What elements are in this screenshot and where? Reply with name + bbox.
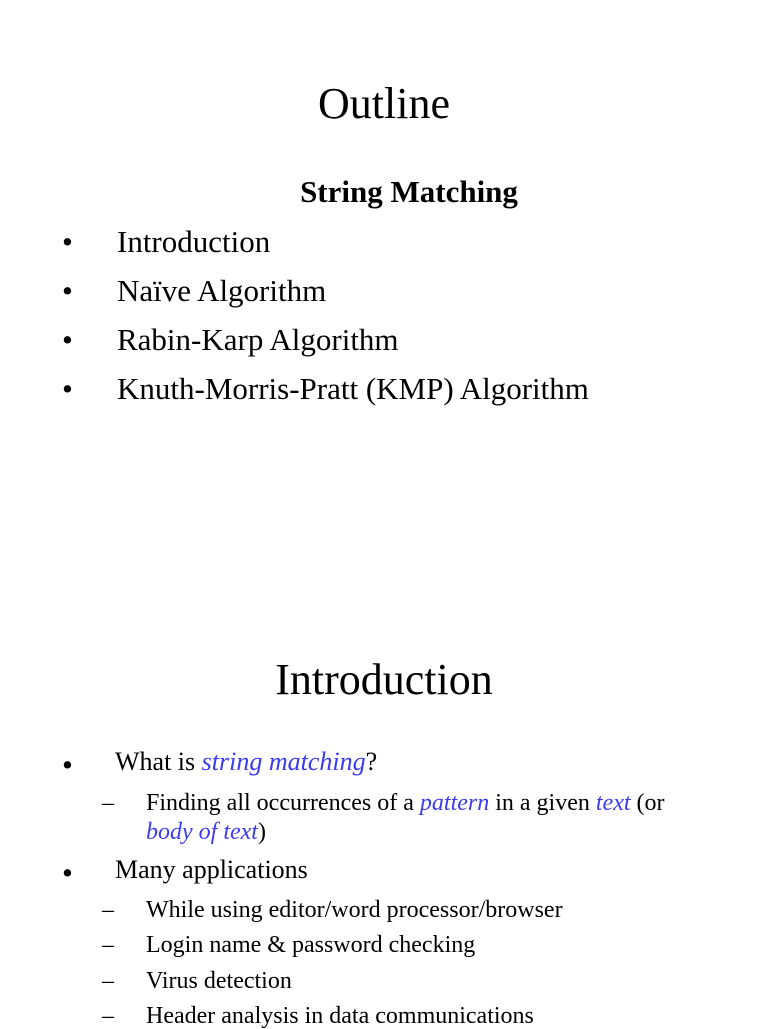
apps-label: Many applications <box>115 855 308 884</box>
def-pattern: pattern <box>419 790 490 816</box>
item-label: Naïve Algorithm <box>117 273 327 308</box>
bullet-icon: • <box>62 371 73 406</box>
item-label: Introduction <box>117 224 271 259</box>
bullet-icon: • <box>62 322 73 357</box>
app-label: Header analysis in data communications <box>146 1003 534 1029</box>
dash-icon: – <box>102 968 114 994</box>
dash-icon: – <box>102 790 114 816</box>
question-highlight: string matching <box>201 747 366 776</box>
definition-text <box>146 790 665 816</box>
app-label: While using editor/word processor/browser <box>146 897 563 923</box>
item-label: Knuth-Morris-Pratt (KMP) Algorithm <box>117 371 589 406</box>
slide2-title: Introduction <box>275 655 493 704</box>
item-label: Rabin-Karp Algorithm <box>117 322 399 357</box>
bullet-icon: • <box>62 224 73 259</box>
dash-icon: – <box>102 897 114 923</box>
app-label: Virus detection <box>146 968 292 994</box>
question-prefix: What is <box>115 747 202 776</box>
def-part: in a given <box>489 790 596 816</box>
slide1-subtitle: String Matching <box>300 174 518 209</box>
dash-icon: – <box>102 932 114 958</box>
def-part: (or <box>630 790 665 816</box>
slide1-title: Outline <box>318 79 450 128</box>
app-label: Login name & password checking <box>146 932 476 958</box>
dash-icon: – <box>102 1003 114 1029</box>
question-text <box>115 748 377 777</box>
question-suffix: ? <box>365 747 378 776</box>
slide2-definition-line2 <box>146 819 266 845</box>
bullet-icon: • <box>62 855 73 890</box>
def-part: ) <box>257 819 266 845</box>
def-part: Finding all occurrences of a <box>146 790 420 816</box>
def-body-of-text: body of text <box>146 819 258 845</box>
bullet-icon: • <box>62 273 73 308</box>
bullet-icon: • <box>62 747 73 782</box>
def-text: text <box>595 790 631 816</box>
